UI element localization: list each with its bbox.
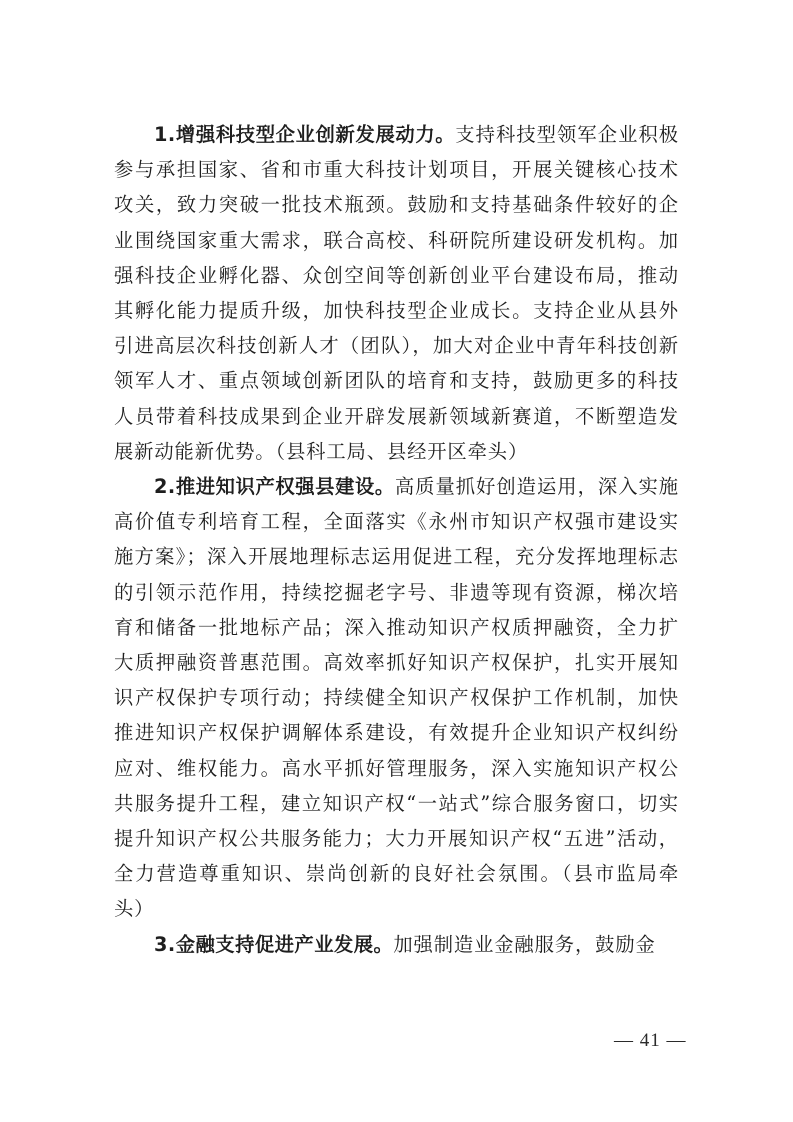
paragraph-heading: 2.推进知识产权强县建设。 [154,475,395,499]
paragraph-3 [114,927,679,962]
paragraph-2 [114,469,679,927]
paragraph-text: 加强制造业金融服务，鼓励金 [393,932,656,956]
paragraph-text: 高质量抓好创造运用，深入实施高价值专利培育工程，全面落实《永州市知识产权强市建设实施方案》；深入开展地理标志运用促进工程，充分发挥地理标志的引领示范作用，持续挖掘老字号、非遗等现有资源，梯次培育和储备一批地标产品；深入推动知识产权质押融资，全力扩大质押融资普惠范围。高效率抓好知识产权保护，扎实开展知识产权保护专项行动；持续健全知识产权保护工作机制，加快推进知识产权保护调解体系建设，有效提升企业知识产权纠纷应对、维权能力。高水平抓好管理服务，深入实施知识产权公共服务提升工程，建立知识产权“一站式”综合服务窗口，切实提升知识产权公共服务能力；大力开展知识产权“五进”活动，全力营造尊重知识、崇尚创新的良好社会氛围。（县市监局牵头） [114,475,679,921]
paragraph-text: 支持科技型领军企业积极参与承担国家、省和市重大科技计划项目，开展关键核心技术攻关，致力突破一批技术瓶颈。鼓励和支持基础条件较好的企业围绕国家重大需求，联合高校、科研院所建设研发机构。加强科技企业孵化器、众创空间等创新创业平台建设布局，推动其孵化能力提质升级，加快科技型企业成长。支持企业从县外引进高层次科技创新人才（团队），加大对企业中青年科技创新领军人才、重点领域创新团队的培育和支持，鼓励更多的科技人员带着科技成果到企业开辟发展新领域新赛道，不断塑造发展新动能新优势。（县科工局、县经开区牵头） [114,123,679,463]
paragraph-heading: 1.增强科技型企业创新发展动力。 [154,123,456,146]
page-number: — 41 — [614,1030,687,1051]
paragraph-heading: 3.金融支持促进产业发展。 [154,932,394,956]
document-body [114,117,679,962]
paragraph-1 [114,117,679,469]
